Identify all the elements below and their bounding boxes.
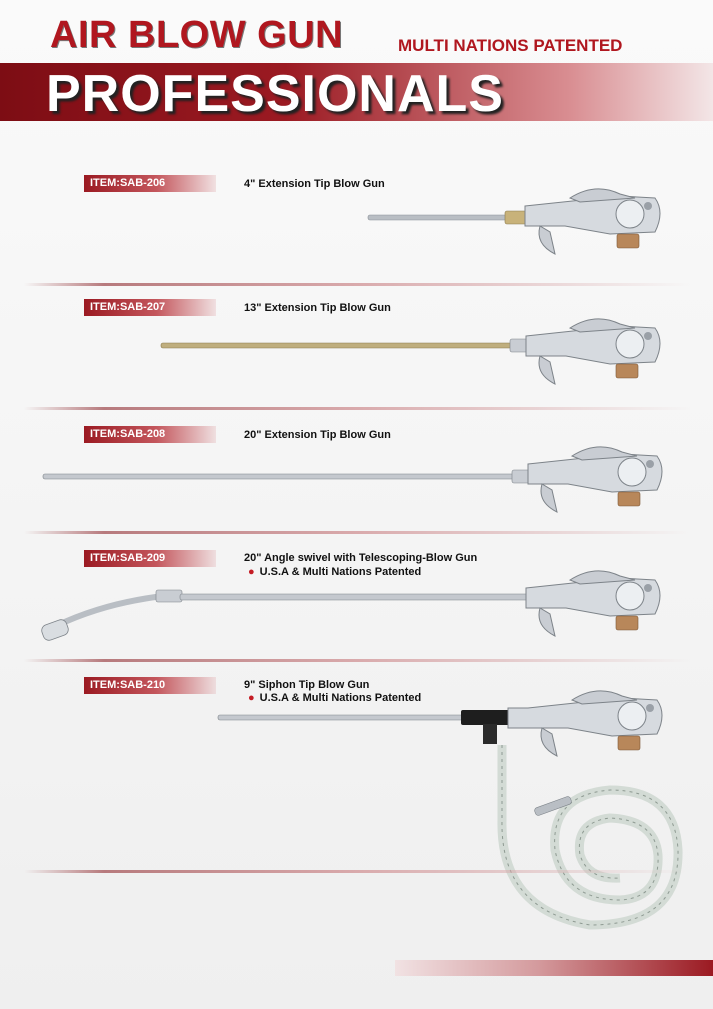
item-name: 20" Angle swivel with Telescoping-Blow Gun [244,552,478,564]
item-code-tag: ITEM:SAB-208 [84,426,216,443]
item-name: 9" Siphon Tip Blow Gun [244,679,370,691]
blow-gun-image [38,564,668,650]
section-divider [24,659,690,662]
item-code-tag: ITEM:SAB-207 [84,299,216,316]
item-code-tag: ITEM:SAB-209 [84,550,216,567]
item-code-tag: ITEM:SAB-206 [84,175,216,192]
banner-text: PROFESSIONALS [46,65,504,123]
blow-gun-image [158,312,668,388]
page-title: AIR BLOW GUN [50,14,344,56]
patent-note-text: U.S.A & Multi Nations Patented [259,566,422,578]
blow-gun-image [40,440,668,516]
item-name: 13" Extension Tip Blow Gun [244,302,391,314]
bullet-icon: ● [248,692,255,704]
section-divider [24,531,690,534]
item-name: 20" Extension Tip Blow Gun [244,429,391,441]
item-name: 4" Extension Tip Blow Gun [244,178,385,190]
blow-gun-image [365,182,670,258]
siphon-hose-image [480,740,690,940]
section-divider [24,407,690,410]
footer-bar [395,960,713,976]
patent-subtitle: MULTI NATIONS PATENTED [398,36,623,55]
section-divider [24,870,690,873]
patent-note-text: U.S.A & Multi Nations Patented [259,692,422,704]
section-divider [24,283,690,286]
bullet-icon: ● [248,566,255,578]
item-code-tag: ITEM:SAB-210 [84,677,216,694]
